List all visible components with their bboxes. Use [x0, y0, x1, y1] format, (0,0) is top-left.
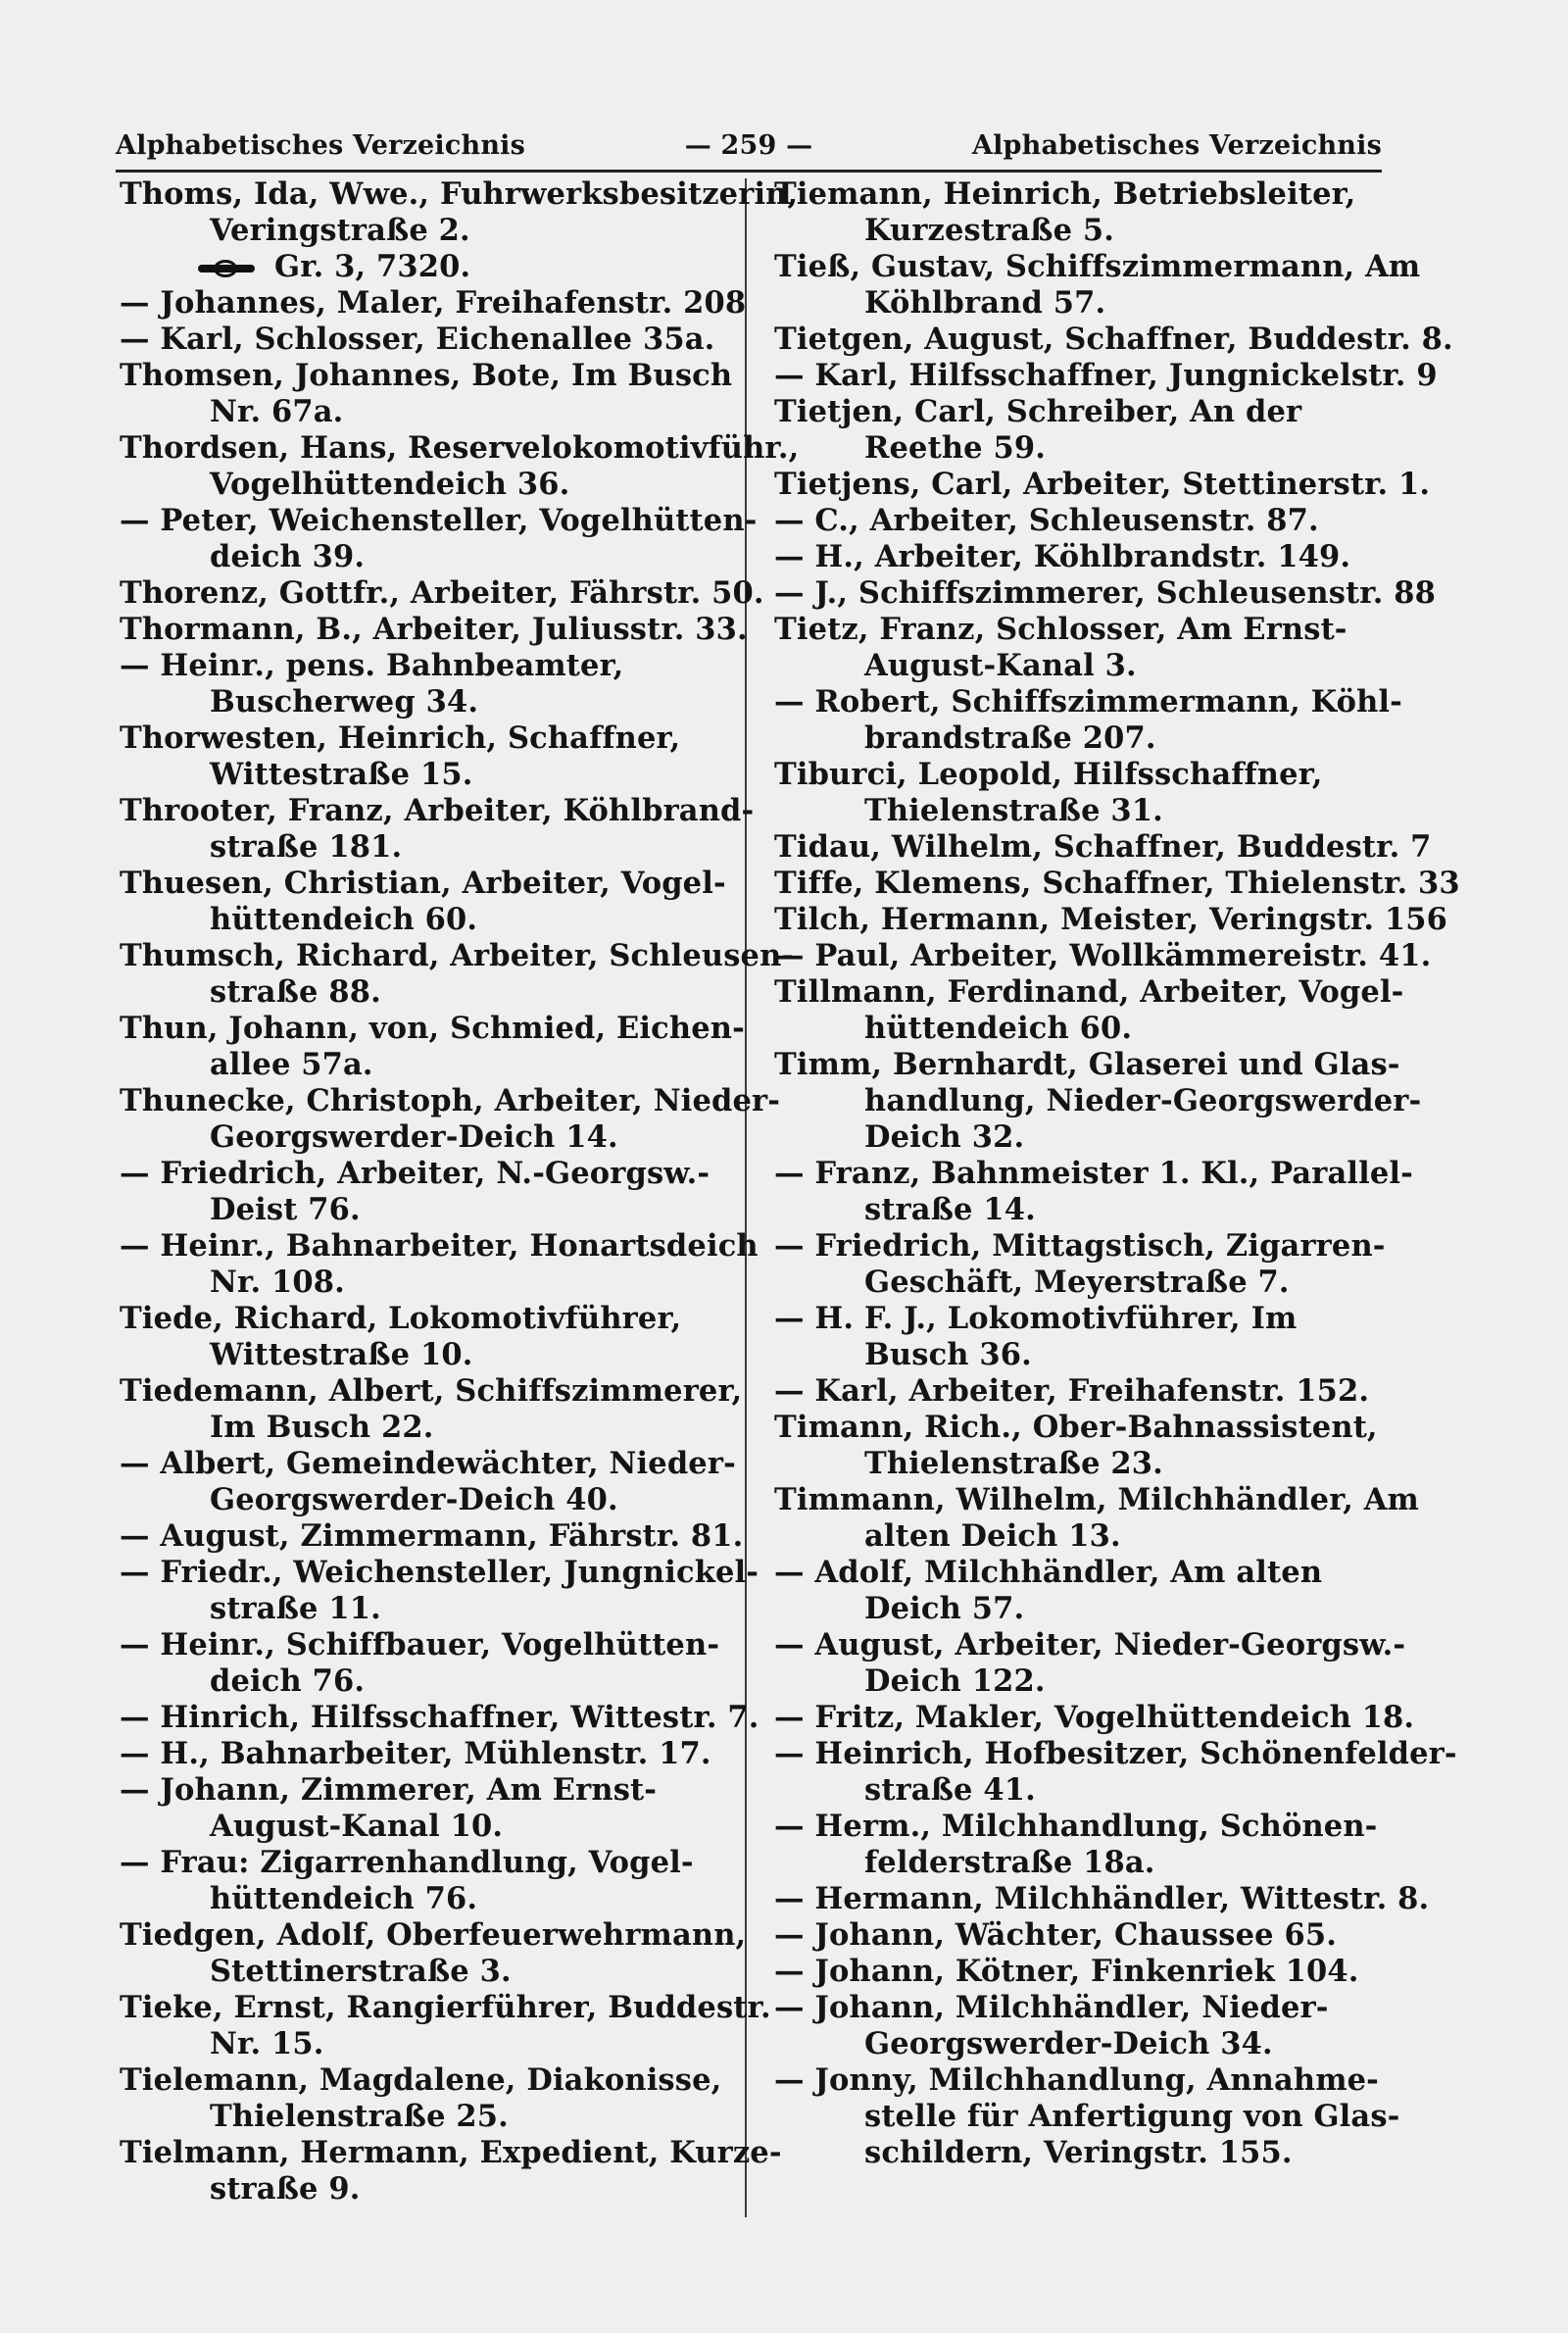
entry-line: Thun, Johann, von, Schmied, Eichen- [120, 1011, 745, 1046]
entry-line: — H., Arbeiter, Köhlbrandstr. 149. [774, 539, 1351, 574]
entry-line: Köhlbrand 57. [864, 285, 1106, 321]
header-rule [116, 170, 1382, 173]
entry-line: Thielenstraße 31. [864, 793, 1163, 828]
entry-line: — Karl, Hilfsschaffner, Jungnickelstr. 9 [774, 358, 1438, 393]
entry-line: handlung, Nieder-Georgswerder- [864, 1083, 1422, 1118]
entry-line: — August, Arbeiter, Nieder-Georgsw.- [774, 1627, 1406, 1663]
entry-line: — August, Zimmermann, Fährstr. 81. [120, 1518, 744, 1554]
entry-line: Tiffe, Klemens, Schaffner, Thielenstr. 33 [774, 866, 1460, 901]
entry-line: Timann, Rich., Ober-Bahnassistent, [774, 1410, 1378, 1445]
entry-line: — H., Bahnarbeiter, Mühlenstr. 17. [120, 1736, 711, 1771]
entry-line: August-Kanal 3. [864, 648, 1137, 683]
entry-line: Veringstraße 2. [210, 213, 470, 248]
entry-line: Deich 57. [864, 1591, 1025, 1626]
entry-line: Vogelhüttendeich 36. [210, 467, 570, 502]
entry-line: Tilch, Hermann, Meister, Veringstr. 156 [774, 902, 1447, 937]
page-number: — 259 — [684, 129, 813, 161]
entry-line: Georgswerder-Deich 34. [864, 2026, 1273, 2061]
header-left-title: Alphabetisches Verzeichnis [116, 129, 526, 161]
entry-line: — Heinr., pens. Bahnbeamter, [120, 648, 624, 683]
entry-line: Thielenstraße 25. [210, 2099, 509, 2134]
entry-line: Nr. 67a. [210, 394, 344, 429]
entry-line: straße 88. [210, 974, 381, 1010]
entry-line: Tiede, Richard, Lokomotivführer, [120, 1301, 682, 1336]
entry-line: — Friedrich, Mittagstisch, Zigarren- [774, 1228, 1386, 1264]
entry-line: — Frau: Zigarrenhandlung, Vogel- [120, 1845, 694, 1880]
entry-line: Thunecke, Christoph, Arbeiter, Nieder- [120, 1083, 781, 1118]
entry-line: hüttendeich 76. [210, 1881, 478, 1916]
entry-line: — Adolf, Milchhändler, Am alten [774, 1555, 1323, 1590]
entry-line: deich 39. [210, 539, 366, 574]
entry-line: Tieke, Ernst, Rangierführer, Buddestr. [120, 1990, 771, 2025]
entry-line: straße 14. [864, 1192, 1036, 1227]
entry-line: hüttendeich 60. [210, 902, 478, 937]
entry-line: stelle für Anfertigung von Glas- [864, 2099, 1400, 2134]
entry-line: — J., Schiffszimmerer, Schleusenstr. 88 [774, 575, 1436, 611]
entry-line: Thorwesten, Heinrich, Schaffner, [120, 720, 681, 756]
entry-line: straße 181. [210, 829, 403, 865]
entry-line: Kurzestraße 5. [864, 213, 1115, 248]
entry-line: Tietz, Franz, Schlosser, Am Ernst- [774, 612, 1348, 647]
entry-line: brandstraße 207. [864, 720, 1156, 756]
entry-line: Tiburci, Leopold, Hilfsschaffner, [774, 757, 1323, 792]
entry-line: Timm, Bernhardt, Glaserei und Glas- [774, 1047, 1400, 1082]
entry-line: — Herm., Milchhandlung, Schönen- [774, 1809, 1378, 1844]
entry-line: Tidau, Wilhelm, Schaffner, Buddestr. 7 [774, 829, 1432, 865]
entry-line: Thomsen, Johannes, Bote, Im Busch [120, 358, 733, 393]
entry-line: Thumsch, Richard, Arbeiter, Schleusen- [120, 938, 795, 973]
entry-line: — Karl, Schlosser, Eichenallee 35a. [120, 322, 715, 357]
telephone-icon [198, 262, 255, 275]
entry-line: — Johann, Zimmerer, Am Ernst- [120, 1772, 658, 1808]
entry-line: straße 9. [210, 2171, 361, 2207]
entry-line: Tiemann, Heinrich, Betriebsleiter, [774, 176, 1356, 212]
running-header [116, 125, 1382, 165]
entry-line: Tieß, Gustav, Schiffszimmermann, Am [774, 249, 1421, 284]
entry-line: Im Busch 22. [210, 1410, 434, 1445]
entry-line: straße 11. [210, 1591, 381, 1626]
entry-line: Georgswerder-Deich 40. [210, 1482, 618, 1517]
entry-line: Throoter, Franz, Arbeiter, Köhlbrand- [120, 793, 755, 828]
header-right-title: Alphabetisches Verzeichnis [971, 129, 1382, 161]
entry-line: Thormann, B., Arbeiter, Juliusstr. 33. [120, 612, 748, 647]
entry-line: Wittestraße 10. [210, 1337, 473, 1372]
entry-line: schildern, Veringstr. 155. [864, 2135, 1293, 2170]
entry-line: — Franz, Bahnmeister 1. Kl., Parallel- [774, 1156, 1413, 1191]
entry-line: Tiedgen, Adolf, Oberfeuerwehrmann, [120, 1917, 747, 1953]
entry-line: deich 76. [210, 1663, 366, 1699]
entry-line: Busch 36. [864, 1337, 1032, 1372]
entry-line: Georgswerder-Deich 14. [210, 1119, 618, 1155]
entry-line: Thoms, Ida, Wwe., Fuhrwerksbesitzerin, [120, 176, 799, 212]
entry-line: Tietjen, Carl, Schreiber, An der [774, 394, 1302, 429]
entry-line: Buscherweg 34. [210, 684, 479, 720]
entry-line: — Friedr., Weichensteller, Jungnickel- [120, 1555, 760, 1590]
entry-line: August-Kanal 10. [210, 1809, 504, 1844]
entry-line: straße 41. [864, 1772, 1036, 1808]
entry-line: — Heinr., Schiffbauer, Vogelhütten- [120, 1627, 720, 1663]
entry-line: — Johann, Milchhändler, Nieder- [774, 1990, 1329, 2025]
left-column [120, 176, 800, 2208]
entry-line: Tietjens, Carl, Arbeiter, Stettinerstr. 1. [774, 467, 1431, 502]
entry-line: hüttendeich 60. [864, 1011, 1133, 1046]
entry-line: — Albert, Gemeindewächter, Nieder- [120, 1446, 736, 1481]
entry-line: Thielenstraße 23. [864, 1446, 1163, 1481]
entry-line: Nr. 108. [210, 1265, 345, 1300]
entry-line: — Heinrich, Hofbesitzer, Schönenfelder- [774, 1736, 1457, 1771]
entry-line: — Fritz, Makler, Vogelhüttendeich 18. [774, 1700, 1415, 1735]
phone-number: Gr. 3, 7320. [274, 249, 471, 284]
entry-line: Deich 32. [864, 1119, 1025, 1155]
entry-line: Timmann, Wilhelm, Milchhändler, Am [774, 1482, 1419, 1517]
entry-line: Tielemann, Magdalene, Diakonisse, [120, 2062, 722, 2098]
entry-line: Thordsen, Hans, Reservelokomotivführ., [120, 430, 800, 466]
entry-line: Stettinerstraße 3. [210, 1954, 512, 1989]
right-column [774, 176, 1460, 2171]
entry-line: — H. F. J., Lokomotivführer, Im [774, 1301, 1298, 1336]
entry-line: Reethe 59. [864, 430, 1047, 466]
entry-line: — Hinrich, Hilfsschaffner, Wittestr. 7. [120, 1700, 760, 1735]
entry-line: Thuesen, Christian, Arbeiter, Vogel- [120, 866, 726, 901]
entry-line: — Friedrich, Arbeiter, N.-Georgsw.- [120, 1156, 710, 1191]
entry-line: Thorenz, Gottfr., Arbeiter, Fährstr. 50. [120, 575, 764, 611]
entry-line: Tietgen, August, Schaffner, Buddestr. 8. [774, 322, 1453, 357]
entry-line: — Paul, Arbeiter, Wollkämmereistr. 41. [774, 938, 1432, 973]
entry-line: — Jonny, Milchhandlung, Annahme- [774, 2062, 1379, 2098]
entry-line: allee 57a. [210, 1047, 373, 1082]
entry-line: Deist 76. [210, 1192, 361, 1227]
entry-line: — Johann, Kötner, Finkenriek 104. [774, 1954, 1359, 1989]
entry-line: Geschäft, Meyerstraße 7. [864, 1265, 1290, 1300]
entry-line: felderstraße 18a. [864, 1845, 1155, 1880]
entry-line: — C., Arbeiter, Schleusenstr. 87. [774, 503, 1319, 538]
entry-line: Wittestraße 15. [210, 757, 473, 792]
entry-line: Tielmann, Hermann, Expedient, Kurze- [120, 2135, 782, 2170]
entry-line: Tiedemann, Albert, Schiffszimmerer, [120, 1373, 743, 1409]
entry-line: Nr. 15. [210, 2026, 324, 2061]
entry-line: Deich 122. [864, 1663, 1046, 1699]
entry-line: Tillmann, Ferdinand, Arbeiter, Vogel- [774, 974, 1404, 1010]
entry-line: — Hermann, Milchhändler, Wittestr. 8. [774, 1881, 1430, 1916]
entry-line: — Johannes, Maler, Freihafenstr. 208 [120, 285, 747, 321]
entry-line: alten Deich 13. [864, 1518, 1121, 1554]
phone-entry-line [120, 249, 766, 285]
entry-line: — Robert, Schiffszimmermann, Köhl- [774, 684, 1402, 720]
entry-line: — Karl, Arbeiter, Freihafenstr. 152. [774, 1373, 1370, 1409]
entry-line: — Johann, Wächter, Chaussee 65. [774, 1917, 1337, 1953]
entry-line: — Peter, Weichensteller, Vogelhütten- [120, 503, 758, 538]
entry-line: — Heinr., Bahnarbeiter, Honartsdeich [120, 1228, 759, 1264]
